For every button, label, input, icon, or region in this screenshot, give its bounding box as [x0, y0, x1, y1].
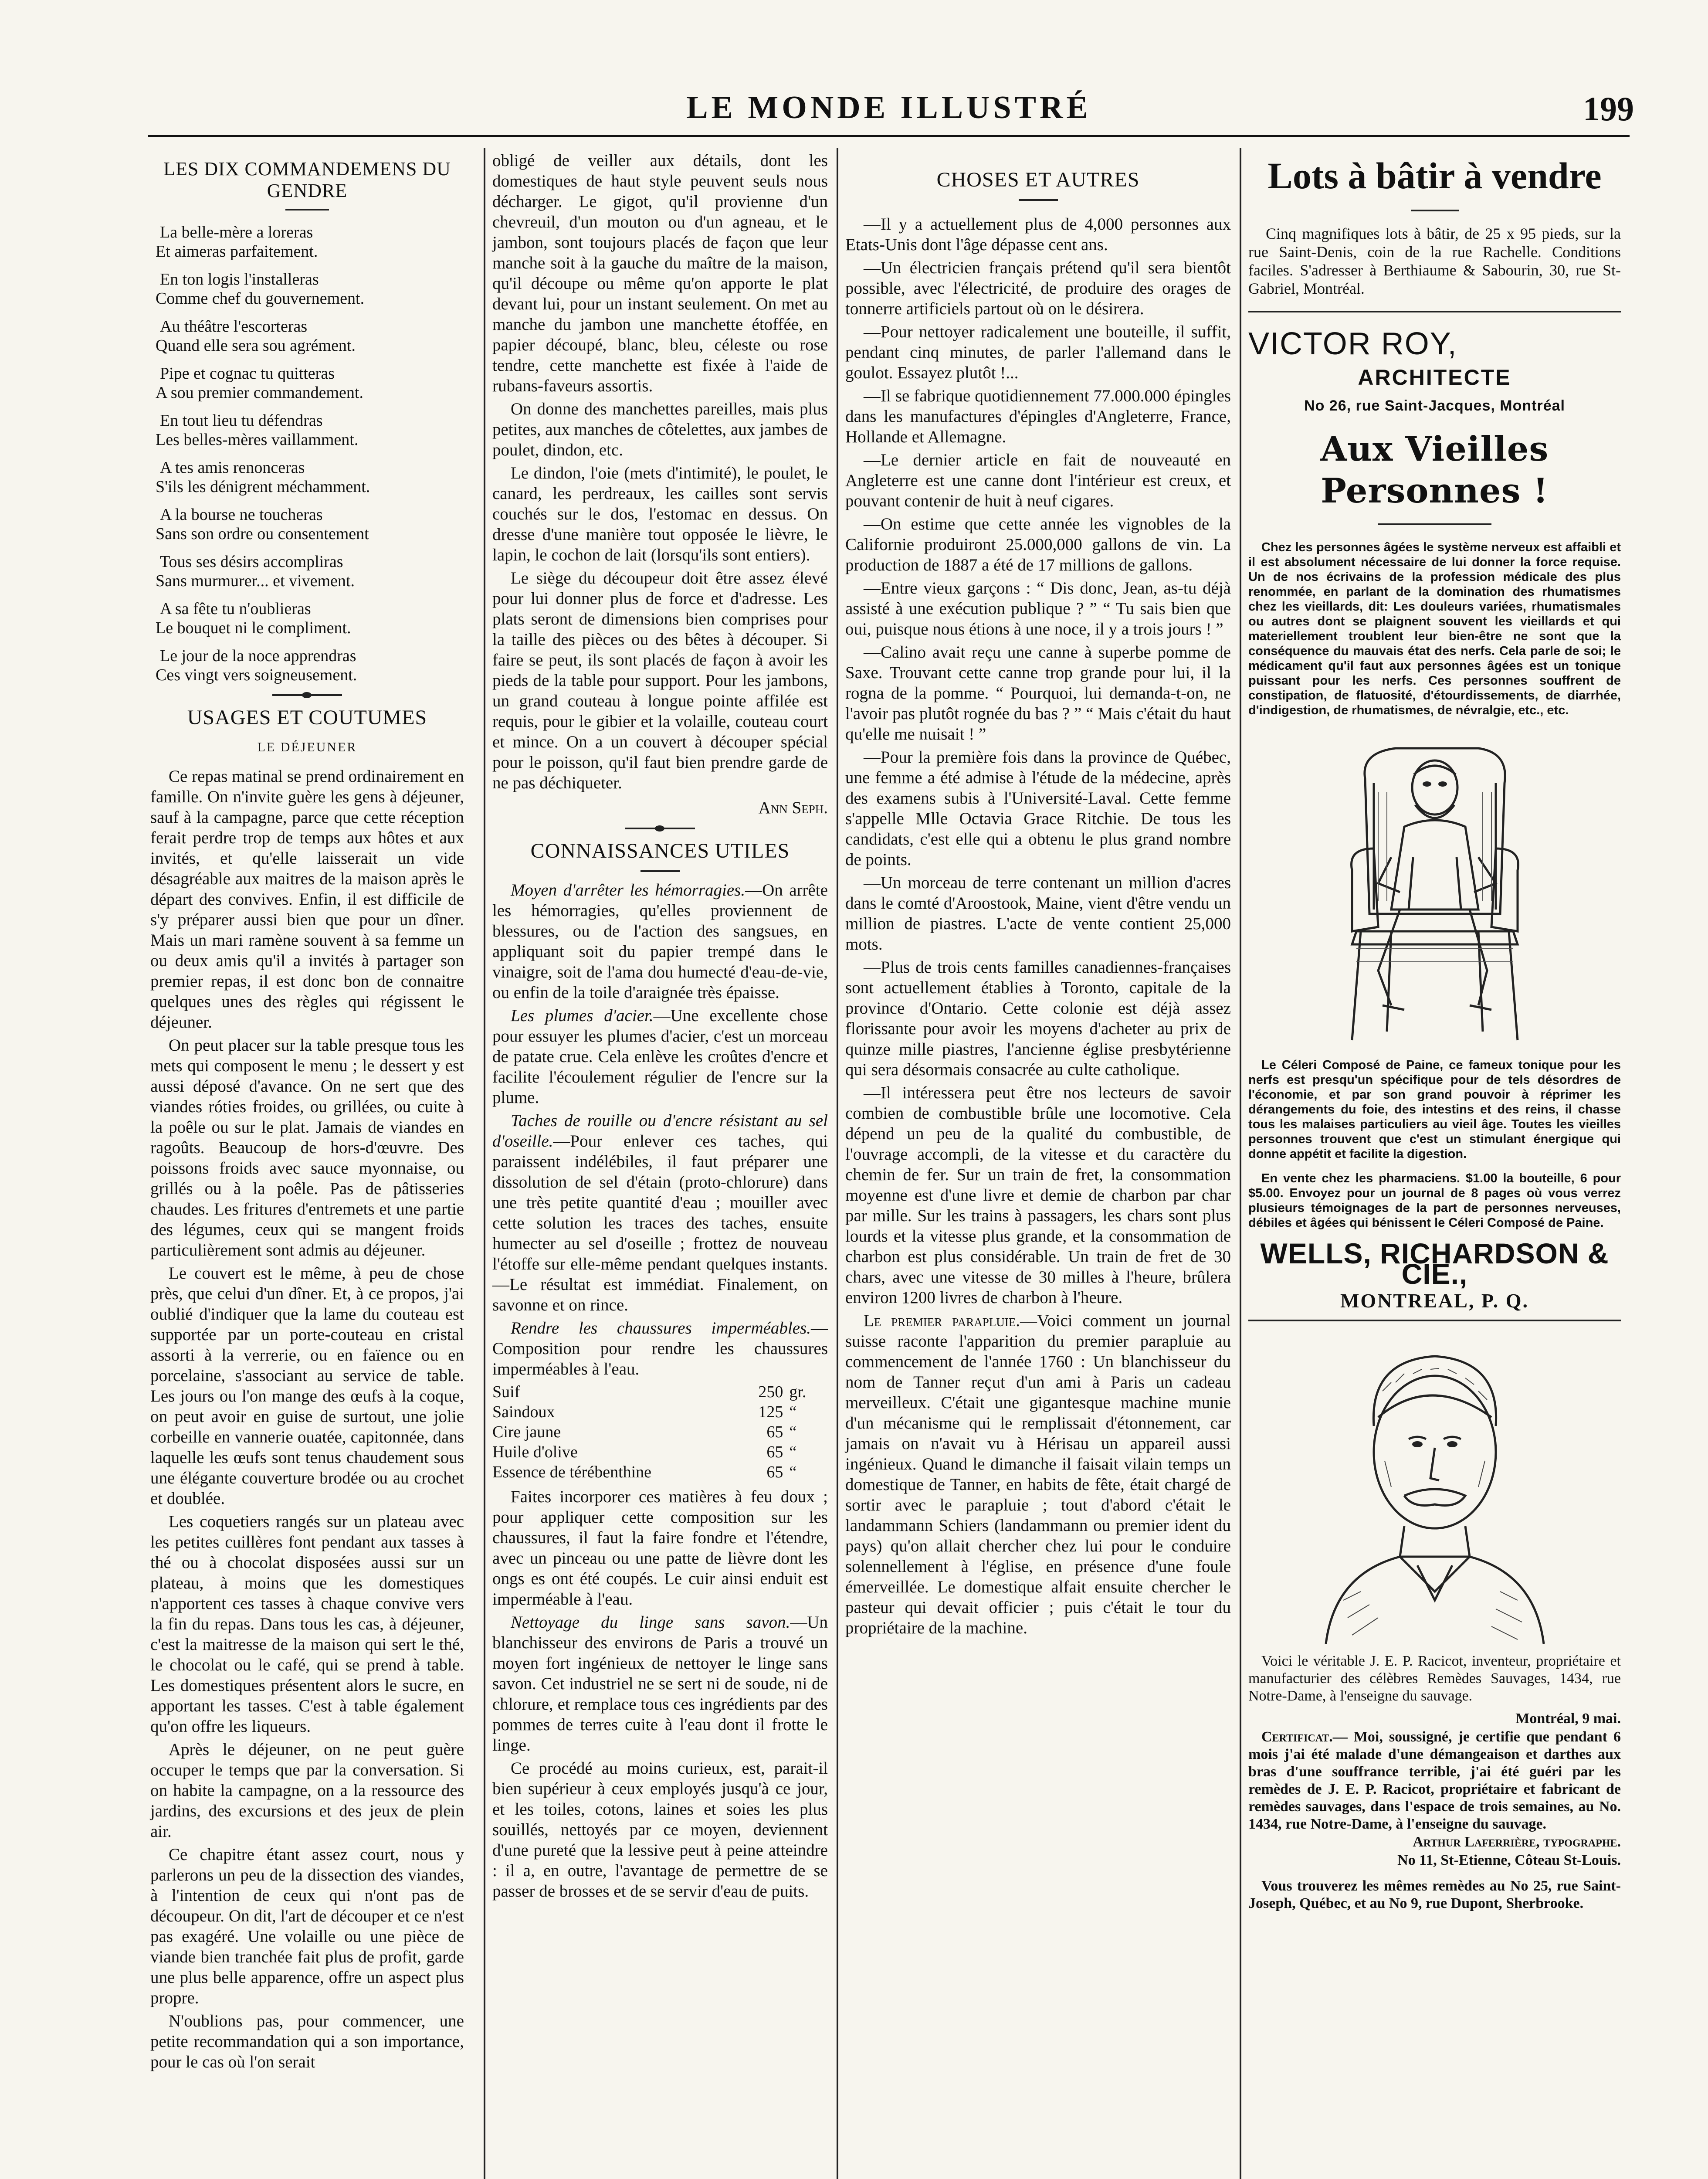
paragraph	[492, 880, 828, 1003]
masthead	[144, 89, 1634, 137]
paragraph: Ce chapitre étant assez court, nous y parlerons un peu de la dissection des viandes, à l'intention de ceux qui n'ont pas de découpeur. On dit, l'art de découper et ce n'est pas exagéré. Une volaille ou une pièce de viande bien tranchée fait plus de profit, garde une plus belle apparence, offre un aspect plus propre.	[150, 1845, 464, 2007]
paragraph: Le dindon, l'oie (mets d'intimité), le poulet, le canard, les perdreaux, les cailles sont servis couchés sur le dos, l'estomac en dessus. On dresse d'une manière tout opposée le lièvre, le lapin, le cochon de lait (lorsqu'ils sont entiers).	[492, 464, 828, 564]
recipe-item: Cire jaune	[492, 1423, 561, 1441]
recipe-item: Saindoux	[492, 1403, 555, 1421]
divider	[1411, 210, 1459, 211]
poem-title: LES DIX COMMANDEMENS DU GENDRE	[163, 158, 451, 201]
poem-line: A sou premier commandement.	[156, 384, 363, 402]
signature: Ann Seph.	[758, 798, 828, 817]
certificate-lead: Certificat.	[1261, 1729, 1333, 1745]
signer-address: No 11, St-Etienne, Côteau St-Louis.	[1397, 1852, 1621, 1868]
news-item: —Pour nettoyer radicalement une bouteille, il suffit, pendant cinq minutes, de parler l'allemand dans le goulot. Essayez plutôt !...	[845, 322, 1231, 382]
section-title: CHOSES ET AUTRES	[936, 168, 1140, 191]
section-subtitle: LE DÉJEUNER	[257, 740, 357, 754]
poem-line: La belle-mère a loreras	[160, 223, 313, 241]
old-man-armchair-illustration	[1313, 726, 1557, 1049]
poem-line: Pipe et cognac tu quitteras	[160, 364, 335, 383]
column-3	[845, 150, 1231, 1641]
poem-stanza	[156, 646, 464, 685]
paragraph: Ce procédé au moins curieux, est, parait-il bien supérieur à ceux employés jusqu'à ce jour, et les toiles, cotons, laines et soies les plus souillés, nettoyés par ce moyen, deviennent d'une pureté que la lessive peut à peine atteindre : il a, en outre, l'avantage de permettre de se passer de brosses et de se servir d'eau de puits.	[492, 1759, 828, 1901]
poem-stanza	[156, 505, 464, 543]
paragraph: On peut placer sur la table presque tous les mets qui composent le menu ; le dessert y est aussi déposé d'avance. On ne sert que des viandes róties froides, ou grillées, ou cuite à la poêle ou sur le plat. Jamais de viandes en ragoûts. Beaucoup de hors-d'œuvre. Des poissons froids avec sauce myonnaise, ou grillés ou à la poêle. Pas de pâtisseries chaudes. Les fritures d'entremets et une partie des légumes, ceux qui se mangent froids particulièrement sont admis au déjeuner.	[150, 1036, 464, 1259]
news-items	[845, 214, 1231, 1308]
news-item: —Il y a actuellement plus de 4,000 personnes aux Etats-Unis dont l'âge dépasse cent ans.	[845, 215, 1231, 254]
ornament-divider	[272, 694, 342, 696]
certificate-text: — Moi, soussigné, je certifie que pendant 6 mois j'ai été malade d'une démangeaison et darthes aux bras d'une souffrance terrible, j'ai été guéri par les remèdes de J. E. P. Racicot, propriétaire et fabricant de remèdes sauvages, dans l'espace de trois semaines, au No. 1434, rue Notre-Dame, à l'enseigne du sauvage.	[1248, 1729, 1621, 1832]
certificate	[1248, 1728, 1621, 1833]
divider	[1019, 199, 1058, 201]
recipe-row	[492, 1462, 828, 1482]
paragraph-lead: Nettoyage du linge sans savon.	[511, 1613, 790, 1632]
news-item: —Il se fabrique quotidiennement 77.000.000 épingles dans les manufactures d'épingles d'Angleterre, France, Hollande et Allemagne.	[845, 387, 1231, 446]
paragraph-lead: Rendre les chaussures imperméables.	[511, 1319, 811, 1337]
poem	[156, 223, 464, 685]
news-item: —On estime que cette année les vignobles de la Californie produiront 25.000,000 gallons de vin. La production de 1887 a été de 17 millions de gallons.	[845, 515, 1231, 574]
poem-line: En ton logis l'installeras	[160, 270, 319, 288]
paragraph-lead: Les plumes d'acier.	[511, 1006, 654, 1025]
recipe-unit: “	[789, 1423, 797, 1441]
section-title: USAGES ET COUTUMES	[187, 706, 427, 729]
header-rule	[148, 135, 1630, 137]
paragraph	[845, 1310, 1231, 1638]
ornament-divider	[625, 828, 695, 829]
recipe-row	[492, 1382, 828, 1402]
ad-paine	[1248, 428, 1621, 1311]
news-item: —Plus de trois cents familles canadiennes-françaises sont actuellement établies à Toronto, capitale de la province d'Ontario. Cette colonie est déjà assez florissante pour avoir les moyens d'acheter au prix de quinze mille piastres, l'ancienne église presbytérienne qui sera désormais consacrée au culte catholique.	[845, 958, 1231, 1079]
recipe-row	[492, 1402, 828, 1422]
poem-line: A tes amis renonceras	[160, 458, 305, 477]
ad-text: Cinq magnifiques lots à bâtir, de 25 x 95 pieds, sur la rue Saint-Denis, coin de la rue Rachelle. Conditions faciles. S'adresser à Berthiaume & Sabourin, 30, rue St-Gabriel, Montréal.	[1248, 225, 1621, 297]
ad-text: Le Céleri Composé de Paine, ce fameux tonique pour les nerfs est presqu'un spécifique pour de tels désordres de l'économie, et par son grand pouvoir à réprimer les dérangements du foie, des intestins et des reins, il chasse tous les malaises particuliers au vieil âge. Toutes les vieilles personnes trouvent que c'est un stimulant énergique qui donne appétit et facilite la digestion.	[1248, 1058, 1621, 1161]
column-divider	[484, 148, 485, 2179]
paragraph: Après le déjeuner, on ne peut guère occuper le temps que par la conversation. Si on habite la campagne, on a la ressource des jardins, des excursions et des jeux de plein air.	[150, 1740, 464, 1841]
paragraph-text: —Composition pour rendre les chaussures imperméables à l'eau.	[492, 1319, 828, 1378]
poem-line: Les belles-mères vaillamment.	[156, 431, 359, 449]
paragraph	[492, 1612, 828, 1755]
portrait-illustration	[1300, 1330, 1570, 1644]
paragraph: Le couvert est le même, à peu de chose près, que celui d'un dîner. Et, à ce propos, j'ai oublié d'indiquer que la lame du couteau est supportée par un porte-couteau en cristal assorti à la verrerie, ou en faïence ou en porcelaine, s'associant au service de table. Les jours ou l'on mange des œufs à la coque, on peut avoir en guise de surtout, une jolie corbeille en vannerie ouatée, capitonnée, dans laquelle les œufs sont tenus chaudement sous une élégante couverture brodée ou au crochet et doublée.	[150, 1264, 464, 1508]
column-divider	[1240, 148, 1241, 2179]
poem-stanza	[156, 411, 464, 449]
recipe-amount: 65	[766, 1463, 783, 1481]
recipe-amount: 125	[758, 1403, 783, 1421]
column-4	[1248, 150, 1621, 1912]
news-item: —Pour la première fois dans la province de Québec, une femme a été admise à l'étude de la médecine, après des examens subis à l'Université-Laval. Cette femme s'appelle Mlle Octavia Grace Ritchie. De tous les candidats, c'est elle qui a obtenu le plus grand nombre de points.	[845, 748, 1231, 869]
poem-stanza	[156, 223, 464, 261]
paragraph-text: —On arrête les hémorragies, qu'elles proviennent de blessures, ou de l'action des sangsues, en appliquant soit du papier trempé dans le vinaigre, soit de l'ama dou humecté d'eau-de-vie, ou enfin de la toile d'araignée très épaisse.	[492, 881, 828, 1002]
poem-line: Le bouquet ni le compliment.	[156, 619, 351, 637]
recipe-amount: 250	[758, 1383, 783, 1401]
news-item: —Calino avait reçu une canne à superbe pomme de Saxe. Trouvant cette canne trop grande pour lui, il la rogna de la pomme. “ Pourquoi, lui demanda-t-on, ne l'avoir pas plutôt rognée du bas ? ” “ Mais c'était du haut qu'elle me nuisait ! ”	[845, 643, 1231, 743]
date-line: Montréal, 9 mai.	[1515, 1711, 1621, 1727]
paragraph-text: —Pour enlever ces taches, qui paraissent indélébiles, il faut préparer une dissolution de sel d'étain (proto-chlorure) dans une très petite quantité d'eau ; mouiller avec cette solution les traces des taches, ensuite humecter au sel d'oseille ; frottez de nouveau l'étoffe sur elle-même pendant quelques instants.—Le résultat est immédiat. Finalement, on savonne et on rince.	[492, 1132, 828, 1314]
divider	[1248, 1320, 1621, 1321]
paragraph-lead: Le premier parapluie.	[864, 1311, 1020, 1330]
poem-stanza	[156, 270, 464, 308]
poem-line: Sans son ordre ou consentement	[156, 525, 369, 543]
recipe-amount: 65	[766, 1423, 783, 1441]
architect-name: VICTOR ROY,	[1248, 326, 1457, 361]
ad-text: Voici le véritable J. E. P. Racicot, inventeur, propriétaire et manufacturier des célèbres Remèdes Sauvages, 1434, rue Notre-Dame, à l'enseigne du sauvage.	[1248, 1653, 1621, 1704]
divider	[285, 209, 329, 210]
page-number: 199	[1583, 90, 1634, 128]
ad-title: Lots à bâtir à vendre	[1267, 155, 1602, 197]
poem-line: Sans murmurer... et vivement.	[156, 572, 355, 590]
section-title: CONNAISSANCES UTILES	[530, 839, 790, 862]
recipe-row	[492, 1442, 828, 1462]
divider	[640, 870, 680, 872]
paragraph: obligé de veiller aux détails, dont les domestiques de haut style peuvent seuls nous décharger. Le gigot, qu'il provienne d'un chevreuil, d'un mouton ou d'un agneau, et le jambon, sont toujours placés de façon que leur manche soit à la gauche du maître de la maison, qu'il découpe ou même qu'on apporte le plat devant lui, pour un instant seulement. On met au manche du jambon une manchette étoffée, en papier découpé, blanc, bleu, céleste ou rose tendre, cette manchette est fixée à l'aide de rubans-faveurs assortis.	[492, 151, 828, 395]
poem-stanza	[156, 552, 464, 591]
divider	[1248, 311, 1621, 312]
poem-line: En tout lieu tu défendras	[160, 411, 323, 430]
news-item: —Un morceau de terre contenant un million d'acres dans le comté d'Aroostook, Maine, vient d'être vendu un million de piastres. L'acte de vente contient 25,000 mots.	[845, 873, 1231, 954]
ad-text: Chez les personnes âgées le système nerveux est affaibli et il est absolument nécessaire de lui donner la force requise. Un de nos écrivains de la profession médicale des plus renommée, en parlant de la domination des rhumatismes chez les vieillards, dit: Les douleurs variées, rhumatismales ou autres dont se plaignent souvent les vieillards et qui materiellement troublent leur bien-être ne sont que la conséquence du mauvais état des nerfs. Cela parle de soi; le médicament qu'il faut aux personnes âgées est un tonique puissant pour les nerfs. Ces personnes souffrent de constipation, de flatuosité, d'étourdissements, de diarrhée, d'indigestion, de rhumatismes, de névralgie, etc., etc.	[1248, 540, 1621, 717]
company-name: WELLS, RICHARDSON & CIE.,	[1260, 1237, 1609, 1290]
architect-title: ARCHITECTE	[1358, 365, 1511, 390]
recipe-unit: “	[789, 1403, 797, 1421]
paragraph: Les coquetiers rangés sur un plateau avec les petites cuillères font pendant aux tasses à thé ou à chocolat disposées aussi sur un plateau, à moins que les domestiques n'apportent ces tasses à chaque convive vers la fin du repas. Dans tous les cas, à déjeuner, c'est la maitresse de la maison qui sert le thé, le chocolat ou le café, qui se prend à table. Les domestiques présentent alors le sucre, en apportant les tasses. C'est à table également qu'on offre les liqueurs.	[150, 1512, 464, 1736]
poem-stanza	[156, 317, 464, 355]
poem-stanza	[156, 599, 464, 638]
poem-line: Tous ses désirs accompliras	[160, 553, 343, 571]
paragraph	[492, 1110, 828, 1315]
poem-line: Et aimeras parfaitement.	[156, 242, 318, 261]
news-item: —Entre vieux garçons : “ Dis donc, Jean, as-tu déjà assisté à une exécution publique ? ” “ Tu sais bien que oui, puisque nous étions à une noce, il y a trois jours ! ”	[845, 579, 1231, 638]
poem-line: A la bourse ne toucheras	[160, 506, 323, 524]
poem-line: Quand elle sera sou agrément.	[156, 336, 356, 355]
recipe-unit: “	[789, 1463, 797, 1481]
column-divider	[837, 148, 838, 2179]
poem-line: Le jour de la noce apprendras	[160, 647, 356, 665]
poem-line: S'ils les dénigrent méchamment.	[156, 478, 370, 496]
column-2	[492, 150, 828, 1904]
ad-text: En vente chez les pharmaciens. $1.00 la bouteille, 6 pour $5.00. Envoyez pour un journal de 8 pages où vous verrez plusieurs témoignages de la part de personnes nerveuses, débiles et âgées qui bénissent le Céleri Composé de Paine.	[1248, 1171, 1621, 1230]
paragraph: Ce repas matinal se prend ordinairement en famille. On n'invite guère les gens à déjeuner, sauf à la campagne, parce que cette réception ferait perdre trop de temps aux hôtes et aux invités, et qu'elle laisserait un vide désagréable aux maitres de la maison après le départ des convives. Enfin, il est difficile de s'y préparer aussi bien que pour un dîner. Mais un mari ramène souvent à sa femme un ou deux amis qu'il a invités à partager son premier repas, il est donc bon de connaitre quelques unes des règles qui régissent le déjeuner.	[150, 767, 464, 1032]
poem-line: Comme chef du gouvernement.	[156, 289, 365, 308]
paragraph: Le siège du découpeur doit être assez élevé pour lui donner plus de force et d'adresse. Les plats seront de dimensions bien comprises pour la taille des pièces ou des bêtes à découper. Si faire se peut, ils sont placés de façon à avoir les pieds de la table pour support. Pour les jambons, un grand couteau à longue pointe affilée est requis, pour le gibier et la volaille, couteau court et mince. On a un couvert à découper spécial pour le poisson, qu'il faut bien prendre garde de ne pas déchiqueter.	[492, 569, 828, 792]
paragraph-text: —Voici comment un journal suisse raconte l'apparition du premier parapluie au commencement de l'année 1760 : Un blanchisseur du nom de Tanner reçut d'un ami à Paris un cadeau merveilleux. C'était une gigantesque machine munie d'un mécanisme qui le remplissait d'étonnement, car jamais on n'avait vu à Hérisau un appareil aussi ingénieux. Quand le dimanche il faisait vilain temps un domestique de Tanner, en habits de fête, était chargé de sortir avec le parapluie ; tout d'abord c'était le landammann Schiers (landammann ou premier ident du pays) qu'on allait chercher chez lui pour le conduire solennellement à l'église, en présence d'une foule émerveillée. Le domestique alfait ensuite chercher le pasteur qui devait officier ; puis c'était le tour du propriétaire de la machine.	[845, 1311, 1231, 1637]
paragraph-lead: Moyen d'arrêter les hémorragies.	[511, 881, 746, 899]
paragraph: N'oublions pas, pour commencer, une petite recommandation qui a son importance, pour le cas où l'on serait	[150, 2012, 464, 2071]
news-item: —Le dernier article en fait de nouveauté en Angleterre est une canne dont l'intérieur est creux, et pouvant contenir de huit à neuf cigares.	[845, 451, 1231, 510]
ad-footer: Vous trouverez les mêmes remèdes au No 25, rue Saint-Joseph, Québec, et au No 9, rue Dupont, Sherbrooke.	[1248, 1878, 1621, 1911]
poem-line: A sa fête tu n'oublieras	[160, 600, 311, 618]
paragraph: Faites incorporer ces matières à feu doux ; pour appliquer cette composition sur les chaussures, il faut la faire fondre et l'étendre, avec un pinceau ou une patte de lièvre dont les ongs es ont été coupés. Le cuir ainsi enduit est imperméable à l'eau.	[492, 1487, 828, 1609]
company-city: MONTREAL, P. Q.	[1340, 1290, 1529, 1312]
poem-line: Au théâtre l'escorteras	[160, 317, 308, 336]
paragraph	[492, 1318, 828, 1379]
poem-stanza	[156, 458, 464, 496]
architect-address: No 26, rue Saint-Jacques, Montréal	[1304, 397, 1565, 414]
paragraph-lead: Taches de rouille ou d'encre résistant au sel d'oseille.	[492, 1111, 828, 1151]
recipe-amount: 65	[766, 1443, 783, 1461]
poem-stanza	[156, 364, 464, 402]
ad-lots	[1248, 155, 1621, 298]
recipe-row	[492, 1422, 828, 1442]
recipe-unit: “	[789, 1443, 797, 1461]
paragraph-text: —Une excellente chose pour essuyer les plumes d'acier, c'est un morceau de patate crue. Cela enlève les croûtes d'encre et facilite l'écoulement régulier de l'encre sur la plume.	[492, 1006, 828, 1107]
column-1	[150, 150, 464, 2075]
recipe-item: Suif	[492, 1383, 520, 1401]
ad-racicot	[1248, 1330, 1621, 1912]
ad-title: Aux Vieilles Personnes !	[1320, 429, 1549, 511]
news-item: —Il intéressera peut être nos lecteurs de savoir combien de combustible brûle une locomotive. Cela dépend un peu de la qualité du combustible, de l'ouvrage accompli, de la vitesse et du caractère du chemin de fer. Sur un train de fret, la consommation moyenne est d'une livre et demie de charbon par char par mille. Sur les trains à passagers, les chars sont plus lourds et la vitesse plus grande, et la consommation de charbon est plus considérable. Un train de fret de 30 chars, avec une vitesse de 30 milles à l'heure, brûlera environ 1200 livres de charbon à l'heure.	[845, 1083, 1231, 1307]
signer-name: Arthur Laferrière, typographe.	[1413, 1834, 1621, 1850]
recipe-unit: gr.	[789, 1383, 807, 1401]
recipe-table	[492, 1382, 828, 1482]
paragraph	[492, 1005, 828, 1108]
newspaper-title: LE MONDE ILLUSTRÉ	[686, 90, 1091, 126]
recipe-item: Huile d'olive	[492, 1443, 578, 1461]
divider	[1378, 523, 1491, 525]
paragraph-text: —Un blanchisseur des environs de Paris a trouvé un moyen fort ingénieux de nettoyer le linge sans savon. Cet industriel ne se sert ni de soude, ni de chlorure, et remplace tous ces ingrédients par des pommes de terres cuite à l'eau dont il frotte le linge.	[492, 1613, 828, 1755]
paragraph: On donne des manchettes pareilles, mais plus petites, aux manches de côtelettes, aux jambes de poulet, dindon, etc.	[492, 400, 828, 459]
recipe-item: Essence de térébenthine	[492, 1463, 652, 1481]
news-item: —Un électricien français prétend qu'il sera bientôt possible, avec l'électricité, de produire des orages de tonnerre artificiels partout où on le désirera.	[845, 258, 1231, 318]
poem-line: Ces vingt vers soigneusement.	[156, 666, 357, 684]
ad-architect	[1248, 326, 1621, 416]
